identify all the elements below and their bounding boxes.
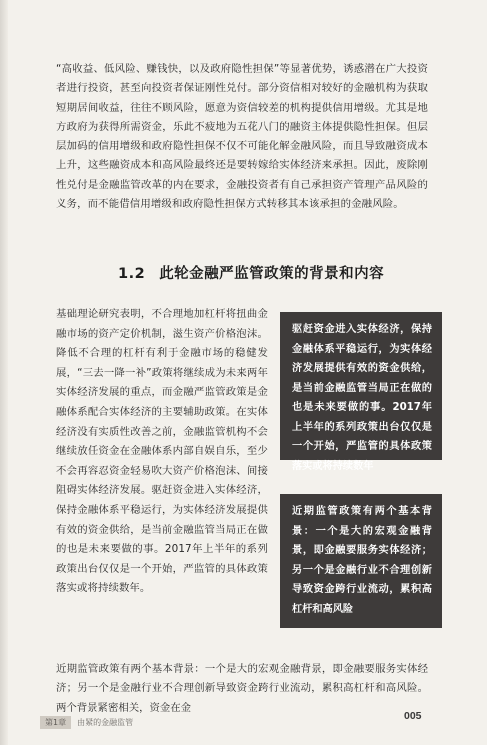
running-footer bbox=[40, 716, 133, 729]
page-edge-shadow bbox=[0, 0, 8, 745]
page-number: 005 bbox=[404, 710, 422, 722]
footer-chapter: 第1章 bbox=[40, 716, 71, 729]
callout-box-1: 驱赶资金进入实体经济，保持金融体系平稳运行，为实体经济发展提供有效的资金供给，是当前金融监管当局正在做的也是未来要做的事。2017年上半年的系列政策出台仅仅是一个开始，严监管的具体政策落实或将持续数年 bbox=[280, 312, 442, 460]
callout-box-2: 近期监管政策有两个基本背景：一个是大的宏观金融背景，即金融要服务实体经济；另一个是金融行业不合理创新导致资金跨行业流动，累积高杠杆和高风险 bbox=[280, 494, 442, 628]
section-number: 1.2 bbox=[118, 266, 146, 282]
section-heading bbox=[118, 262, 384, 283]
continuing-paragraph: 近期监管政策有两个基本背景：一个是大的宏观金融背景，即金融要服务实体经济；另一个是金融行业不合理创新导致资金跨行业流动，累积高杠杆和高风险。两个背景紧密相关，资金在金 bbox=[56, 663, 428, 714]
section-title: 此轮金融严监管政策的背景和内容 bbox=[159, 266, 385, 282]
intro-paragraph: “高收益、低风险、赚钱快，以及政府隐性担保”等显著优势，诱惑潜在广大投资者进行投资，甚至向投资者保证刚性兑付。部分资信相对较好的金融机构为获取短期居间收益，往往不顾风险，愿意为资信较差的机构提供信用增级。尤其是地方政府为获得所需资金，乐此不疲地为五花八门的融资主体提供隐性担保。但层层加码的信用增级和政府隐性担保不仅不可能化解金融风险，而且导致融资成本上升，这些融资成本和高风险最终还是要转嫁给实体经济来承担。因此，废除刚性兑付是金融监管改革的内在要求，金融投资者有自己承担资产管理产品风险的义务，而不能借信用增级和政府隐性担保方式转移其本该承担的金融风险。 bbox=[56, 63, 428, 211]
main-paragraph: 基础理论研究表明，不合理地加杠杆将扭曲金融市场的资产定价机制，滋生资产价格泡沫。降低不合理的杠杆有利于金融市场的稳健发展，“三去一降一补”政策将继续成为未来两年实体经济发展的重点，而金融严监管政策是金融体系配合实体经济的主要辅助政策。在实体经济没有实质性改善之前，金融监管机构不会继续放任资金在金融体系内部自娱自乐，至少不会再容忍资金轻易吹大资产价格泡沫、间接阻碍实体经济发展。驱赶资金进入实体经济，保持金融体系平稳运行，为实体经济发展提供有效的资金供给，是当前金融监管当局正在做的也是未来要做的事。2017年上半年的系列政策出台仅仅是一个开始，严监管的具体政策落实或将持续数年。 bbox=[56, 308, 268, 595]
footer-chapter-title: 由紧的金融监管 bbox=[77, 718, 134, 727]
